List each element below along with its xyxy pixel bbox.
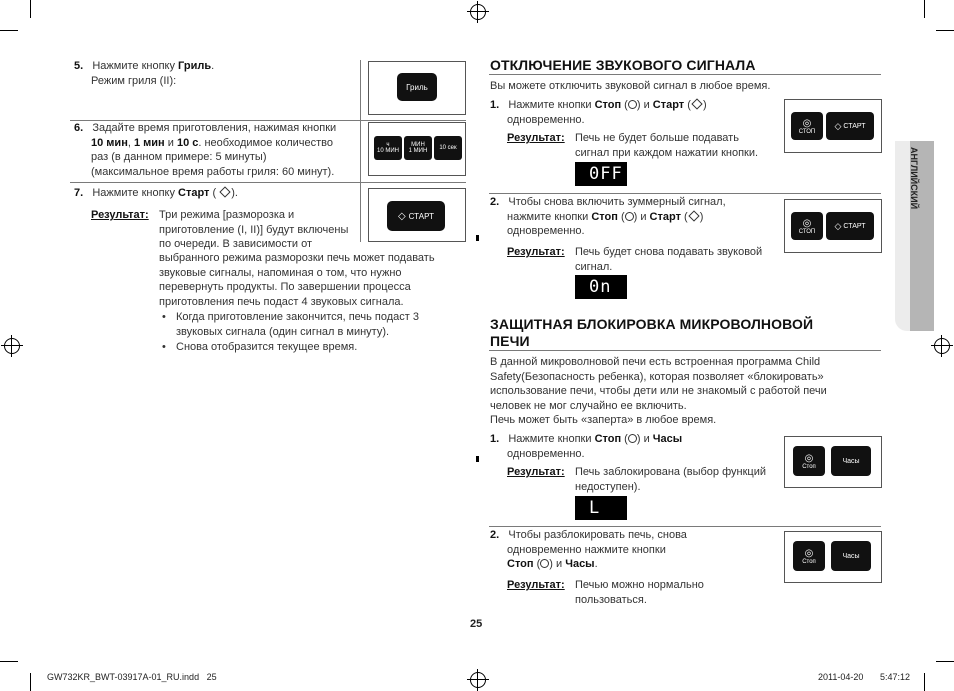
crop-mark	[924, 673, 925, 691]
start-icon	[220, 186, 231, 197]
stop-button[interactable]: ◎ Стоп	[793, 446, 825, 476]
result-text: Печь будет снова подавать звуковой сигнал.	[575, 246, 763, 273]
ten-min-button[interactable]: ч 10 МИН	[374, 136, 402, 160]
language-tab-label: АНГЛИЙСКИЙ	[909, 147, 919, 210]
crop-mark	[0, 661, 18, 662]
lock-intro: В данной микроволновой печи есть встроенная программа Child Safety(Безопасность ребенка), которая позволяет «блокировать» использование печи, чтобы дети или не знакомый с работой печи человек не мог случайно ее включить. Печь может быть «заперта» в любое время.	[490, 356, 827, 426]
stop-icon	[628, 100, 637, 109]
start-button[interactable]: ◇ СТАРТ	[826, 112, 874, 140]
divider	[489, 350, 881, 351]
result-text: Три режима [разморозка и приготовление (I, II)] будут включены по очереди. В зависимости от	[159, 209, 349, 250]
crop-mark	[936, 661, 954, 662]
footer-time: 5:47:12	[880, 672, 911, 682]
stop-button[interactable]: ◎ СТОП	[791, 112, 823, 140]
display-on: 0n	[575, 275, 627, 299]
result-text: Печь не будет больше подавать сигнал при каждом нажатии кнопки.	[575, 132, 759, 159]
divider	[70, 182, 466, 183]
result-text: Печь заблокирована (выбор функций недоступен).	[575, 466, 766, 493]
registration-mark-right	[934, 338, 950, 354]
crop-mark	[924, 0, 925, 18]
divider	[489, 526, 881, 527]
step-7: 7. Нажмите кнопку Старт ( ).	[74, 187, 238, 199]
registration-mark-bottom	[470, 672, 486, 688]
one-min-button[interactable]: МИН 1 МИН	[404, 136, 432, 160]
step-6: 6. Задайте время приготовления, нажимая кнопки 10 мин, 1 мин и 10 с. необходимое количество раз (в данном примере: 5 минуты) (максимальное время работы гриля: 60 минут).	[74, 122, 337, 178]
display-off: 0FF	[575, 162, 627, 186]
start-icon	[691, 98, 702, 109]
grill-panel	[368, 61, 466, 115]
stop-icon	[628, 434, 637, 443]
start-icon	[688, 210, 699, 221]
result-label: Результат:	[507, 466, 565, 478]
section-title-sound: ОТКЛЮЧЕНИЕ ЗВУКОВОГО СИГНАЛА	[490, 57, 756, 73]
result-label: Результат:	[507, 132, 565, 144]
stop-icon	[625, 212, 634, 221]
bullet-item: • Когда приготовление закончится, печь подаст 3 звуковых сигнала (один сигнал в минуту).	[176, 310, 466, 339]
result-text: Печью можно нормально пользоваться.	[575, 579, 704, 606]
result-paragraph: выбранного режима разморозки печь может подавать звуковые сигналы, напоминая о том, что нужно перевернуть продукты. По завершении процесса приготовления печь подаст 4 звуковых сигнала.	[159, 252, 435, 308]
start-panel	[368, 188, 466, 242]
bullet-item: • Снова отобразится текущее время.	[176, 340, 466, 355]
stop-button[interactable]: ◎ СТОП	[791, 212, 823, 240]
stop-start-panel	[784, 99, 882, 153]
stop-icon	[540, 559, 549, 568]
result-label: Результат:	[91, 209, 149, 221]
page-number: 25	[470, 618, 483, 630]
clock-button[interactable]: Часы	[831, 446, 871, 476]
crop-mark	[0, 30, 18, 31]
sound-step-2: 2. Чтобы снова включить зуммерный сигнал, нажмите кнопки Стоп ( ) и Старт ( ) одновременно.	[490, 196, 726, 237]
stop-clock-panel	[784, 436, 882, 488]
crop-mark	[936, 30, 954, 31]
crop-dot	[476, 456, 479, 462]
display-lock: L	[575, 496, 627, 520]
footer-file: GW732KR_BWT-03917A-01_RU.indd 25	[47, 672, 217, 682]
stop-button[interactable]: ◎ Стоп	[793, 541, 825, 571]
start-button[interactable]: ◇ СТАРТ	[387, 201, 445, 231]
footer-date: 2011-04-20	[818, 672, 864, 682]
lock-step-2: 2. Чтобы разблокировать печь, снова одновременно нажмите кнопки Стоп ( ) и Часы.	[490, 529, 687, 570]
stop-clock-panel	[784, 531, 882, 583]
sound-intro: Вы можете отключить звуковой сигнал в любое время.	[490, 80, 771, 92]
crop-mark	[30, 673, 31, 691]
time-panel	[368, 122, 466, 176]
crop-mark	[30, 0, 31, 18]
sound-step-1: 1. Нажмите кнопки Стоп ( ) и Старт ( ) одновременно.	[490, 99, 707, 126]
step-5: 5. Нажмите кнопку Гриль. Режим гриля (II):	[74, 60, 215, 87]
divider	[489, 74, 881, 75]
crop-dot	[476, 235, 479, 241]
registration-mark-left	[4, 338, 20, 354]
registration-mark-top	[470, 4, 486, 20]
start-button[interactable]: ◇ СТАРТ	[826, 212, 874, 240]
section-title-lock: ЗАЩИТНАЯ БЛОКИРОВКА МИКРОВОЛНОВОЙ ПЕЧИ	[490, 316, 814, 349]
grill-button[interactable]: Гриль	[397, 73, 437, 101]
result-label: Результат:	[507, 246, 565, 258]
divider	[489, 193, 881, 194]
lock-step-1: 1. Нажмите кнопки Стоп ( ) и Часы одновременно.	[490, 433, 683, 460]
stop-start-panel	[784, 199, 882, 253]
ten-sec-button[interactable]: 10 сек	[434, 136, 462, 160]
clock-button[interactable]: Часы	[831, 541, 871, 571]
result-label: Результат:	[507, 579, 565, 591]
